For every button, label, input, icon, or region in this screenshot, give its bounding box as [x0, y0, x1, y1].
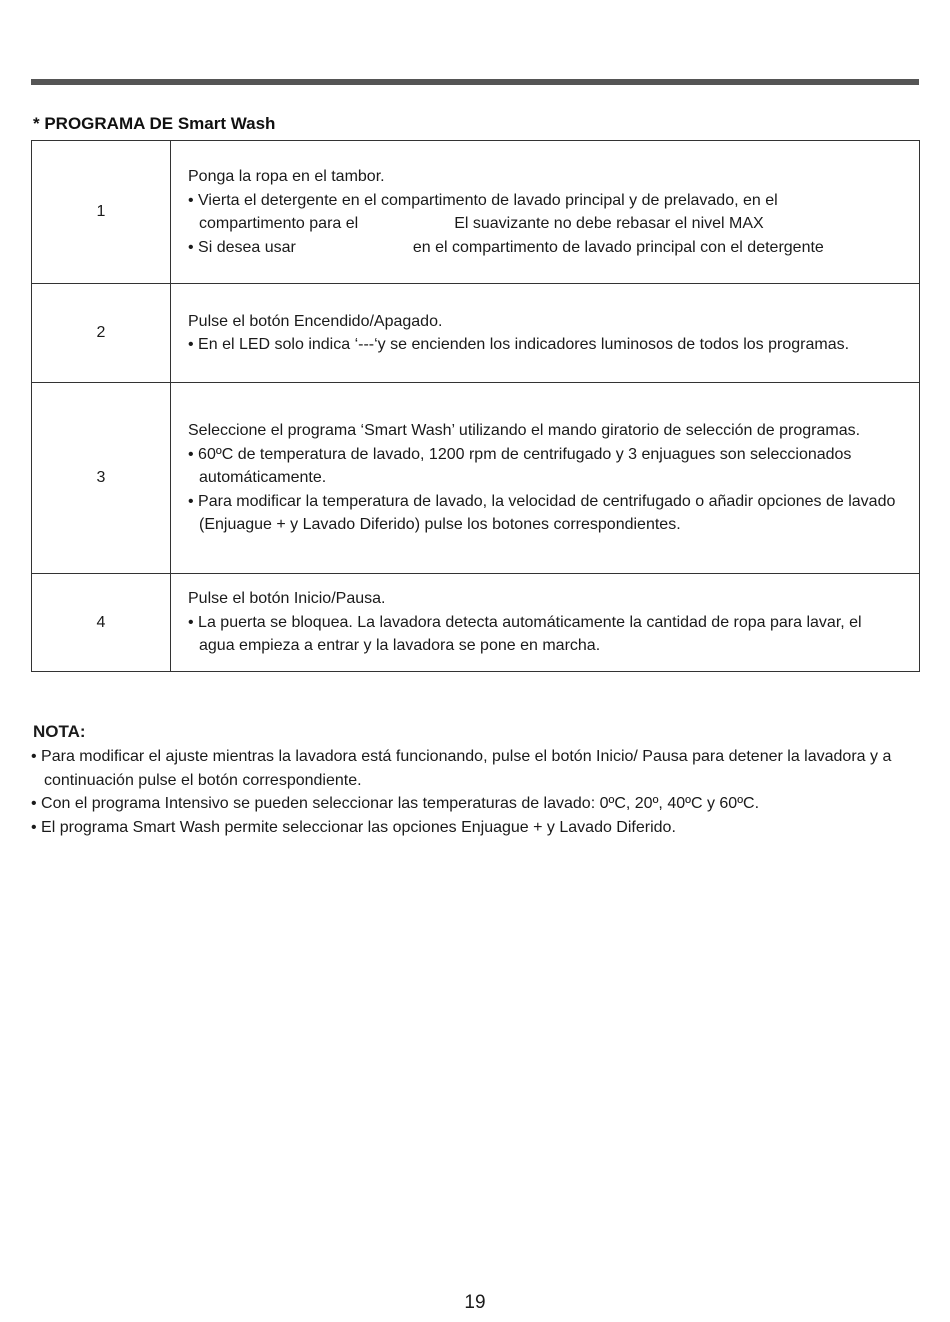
step-text-fragment: • Si desea usar [188, 238, 296, 256]
step-number: 3 [32, 383, 171, 574]
step-description [171, 141, 920, 284]
step-bullet: • Para modificar la temperatura de lavado, la velocidad de centrifugado o añadir opciones de lavado (Enjuague + y Lavado Diferido) pulse los botones correspondientes. [188, 492, 896, 534]
note-item: • Para modificar el ajuste mientras la lavadora está funcionando, pulse el botón Inicio/ Pausa para detener la lavadora y a continuación pulse el botón correspondiente. [31, 748, 892, 789]
note-item: • El programa Smart Wash permite seleccionar las opciones Enjuague + y Lavado Diferido. [31, 818, 676, 836]
step-heading: Pulse el botón Inicio/Pausa. [188, 590, 386, 608]
step-heading: Pulse el botón Encendido/Apagado. [188, 312, 443, 330]
step-text-fragment: compartimento para el [199, 215, 359, 232]
note-title: NOTA: [33, 722, 86, 741]
step-bullet: • La puerta se bloquea. La lavadora detecta automáticamente la cantidad de ropa para lavar, el agua empieza a entrar y la lavadora se pone en marcha. [188, 613, 862, 655]
step-text-fragment: El suavizante no debe rebasar el nivel MAX [454, 215, 764, 232]
step-description [171, 383, 920, 574]
section-title: * PROGRAMA DE Smart Wash [33, 114, 276, 133]
top-divider-bar [31, 79, 919, 85]
table-row [32, 141, 920, 284]
step-description [171, 574, 920, 672]
table-row [32, 383, 920, 574]
table-row [32, 574, 920, 672]
step-heading: Seleccione el programa ‘Smart Wash’ utilizando el mando giratorio de selección de programas. [188, 422, 861, 440]
notes-list [31, 745, 911, 839]
step-heading: Ponga la ropa en el tambor. [188, 168, 385, 185]
step-bullet: • Vierta el detergente en el compartimento de lavado principal y de prelavado, en el [188, 191, 778, 209]
step-bullet-continuation [188, 212, 901, 236]
step-number: 4 [32, 574, 171, 672]
step-number: 1 [32, 141, 171, 284]
step-number: 2 [32, 284, 171, 383]
step-text-fragment: en el compartimento de lavado principal con el detergente [412, 238, 824, 256]
page-number: 19 [464, 1292, 486, 1313]
table-row [32, 284, 920, 383]
step-bullet [188, 236, 901, 260]
step-description [171, 284, 920, 383]
steps-table [31, 140, 920, 672]
step-bullet: • En el LED solo indica ‘---‘y se encienden los indicadores luminosos de todos los programas. [188, 336, 850, 353]
note-item: • Con el programa Intensivo se pueden seleccionar las temperaturas de lavado: 0ºC, 20º, 40ºC y 60ºC. [31, 795, 760, 812]
step-bullet: • 60ºC de temperatura de lavado, 1200 rpm de centrifugado y 3 enjuagues son seleccionados automáticamente. [188, 445, 852, 487]
